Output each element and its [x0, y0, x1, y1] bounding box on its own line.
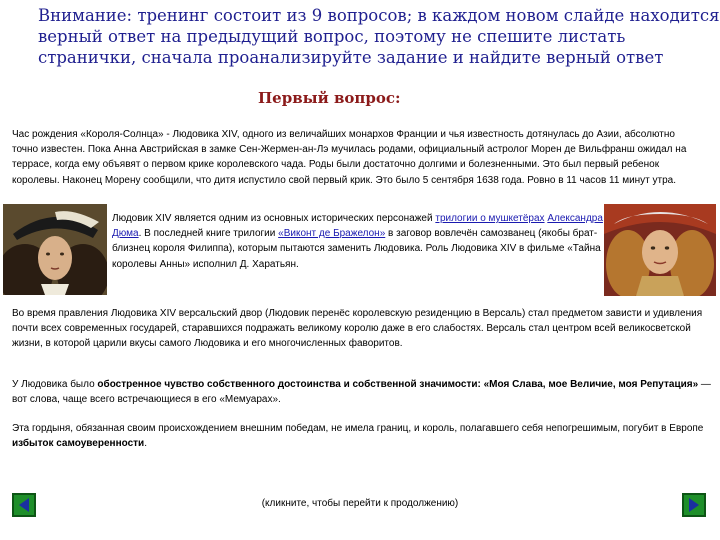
paragraph-birth: Час рождения «Короля-Солнца» - Людовика XIV, одного из величайших монархов Франции и чья известность дотянулась до Азии, абсолютно точно известен. Пока Анна Австрийская в замке Сен-Жермен-ан-Лэ мучилась родами, официальный астролог Морен де Вильфранш ожидал на террасе, когда ему объявят о первом крике королевского чада. Роды были достаточно долгими и болезненными. Это был первый ребенок королевы. Наконец Морену сообщили, что дитя испустило свой первый крик. Это было 5 сентября 1638 года. Ровно в 11 часов 11 минут утра. [12, 129, 687, 186]
intro-line-3: странички, сначала проанализируйте задание и найдите верный ответ [38, 48, 664, 67]
intro-notice [38, 5, 720, 68]
link-musketeers-trilogy[interactable]: трилогии о мушкетёрах [435, 213, 545, 224]
paragraph-pride [12, 421, 712, 451]
continue-hint[interactable]: (кликните, чтобы перейти к продолжению) [261, 498, 459, 509]
intro-line-1: Внимание: тренинг состоит из 9 вопросов; в каждом новом слайде находится [38, 6, 720, 25]
bio-paragraph [112, 211, 610, 272]
pride-text-1: Эта гордыня, обязанная своим происхождением внешним победам, не имела границ, и король, полагавшего себя непогрешимым, погубит в Европе [12, 423, 704, 434]
dignity-text-2: — вот слова, чаще всего встречающиеся в его «Мемуарах». [12, 379, 711, 406]
bio-text-3: . В последней книге трилогии [138, 228, 279, 240]
pride-text-2: . [144, 438, 147, 450]
next-slide-button[interactable] [682, 493, 706, 517]
dignity-text-1: У Людовика было [12, 379, 98, 390]
paragraph-dignity [12, 377, 712, 407]
pride-bold: избыток самоуверенности [12, 438, 145, 450]
kharatyan-as-louis-portrait [604, 204, 716, 296]
link-vicomte-de-bragelonne[interactable]: «Виконт де Бражелон» [278, 228, 386, 240]
question-title: Первый вопрос: [258, 89, 401, 107]
bio-text-1: Людовик XIV является одним из основных исторических персонажей [112, 213, 436, 224]
bio-text-4: в заговор вовлечён самозванец (якобы брат-близнец короля Филиппа), которым пытаются заменить Людовика. Роль Людовика XIV в фильме «Тайна королевы Анны» исполнил Д. Харатьян. [112, 228, 601, 270]
intro-line-2: верный ответ на предыдущий вопрос, поэтому не спешите листать [38, 27, 626, 46]
dignity-bold: обостренное чувство собственного достоинства и собственной значимости: «Моя Слава, мое Величие, моя Репутация» [97, 379, 699, 390]
arrow-right-icon [689, 498, 699, 512]
louis-xiv-portrait [3, 204, 107, 295]
paragraph-versailles: Во время правления Людовика XIV версальский двор (Людовик перенёс королевскую резиденцию в Версаль) стал предметом зависти и удивления почти всех современных государей, старавшихся подражать великому королю даже в его слабостях. Версаль стал центром всей великосветской жизни, в которой царили вкусы самого Людовика и его многочисленных фаворитов. [12, 308, 703, 350]
link-alexandre-dumas[interactable]: Александра Дюма [112, 213, 603, 240]
